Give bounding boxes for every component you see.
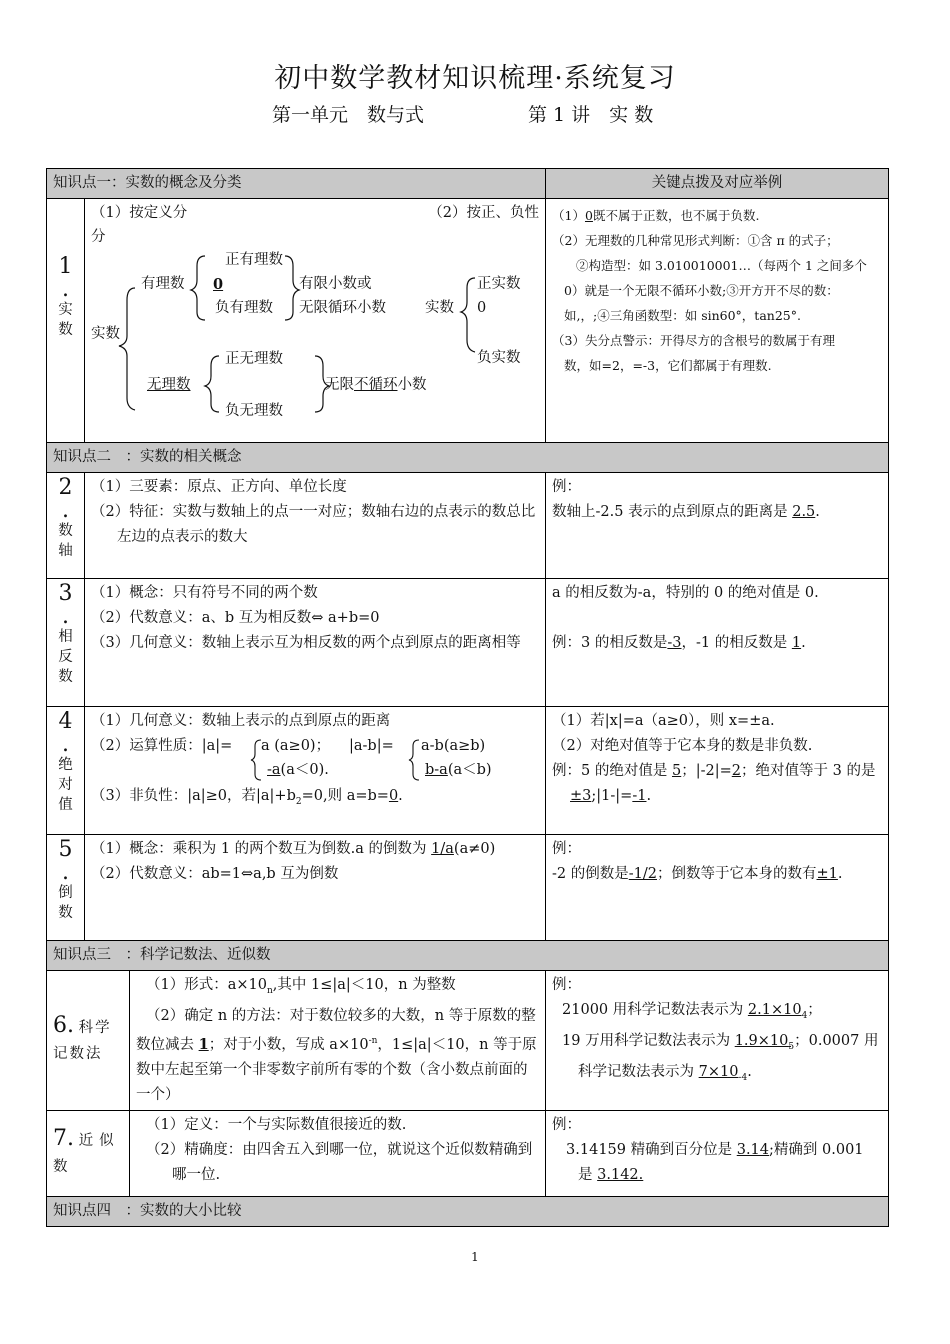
content-line: （2）代数意义：a、b 互为相反数⇔ a+b=0 — [91, 610, 380, 626]
note-line: （3）失分点警示：开得尽方的含根号的数属于有理 — [552, 333, 835, 348]
text: 2.1×10 — [747, 1002, 802, 1018]
row-label — [47, 707, 85, 835]
section-header-3 — [47, 941, 889, 971]
text: 4 — [801, 1010, 808, 1021]
abs-case-2b — [425, 758, 492, 783]
example-cell — [546, 707, 889, 835]
text: （1）概念：乘积为 1 的两个数互为倒数.a 的倒数为 — [91, 841, 432, 857]
row-label-char: 数 — [58, 523, 73, 539]
row-number: 6. — [53, 1013, 74, 1039]
row-number: 1 — [58, 254, 73, 279]
example-line — [552, 1138, 882, 1188]
abs-prop-label: （2）运算性质：|a|= — [91, 738, 233, 754]
answer: b-a — [425, 762, 448, 778]
abs-case-1b — [267, 758, 329, 783]
answer: -1/2 — [628, 866, 658, 882]
row-dot: . — [62, 277, 69, 302]
table-row — [47, 473, 889, 579]
key-notes-cell — [546, 199, 889, 443]
row-label — [47, 579, 85, 707]
row-label-char: 实 — [58, 302, 73, 318]
content-cell — [85, 707, 546, 835]
tree-zero — [213, 272, 238, 297]
content-line: （2）特征：实数与数轴上的点一一对应；数轴右边的点表示的数总比左边的点表示的数大 — [91, 504, 536, 545]
knowledge-table — [46, 168, 889, 1227]
row-label-char: 反 — [58, 649, 73, 665]
text: -2 的倒数是 — [552, 866, 629, 882]
text: ；倒数等于它本身的数有 — [657, 866, 817, 882]
text: 例：3 的相反数是 — [552, 635, 668, 651]
answer: 0 — [388, 788, 399, 804]
content-cell — [130, 1110, 546, 1196]
example-label: 例： — [552, 841, 582, 857]
content-line: （1）三要素：原点、正方向、单位长度 — [91, 479, 347, 495]
text: 2 — [295, 796, 302, 807]
content-line: （1）几何意义：数轴上表示的点到原点的距离 — [91, 713, 391, 729]
example-line — [552, 631, 882, 656]
row-label-text: 近似数 — [53, 1133, 120, 1176]
classification-cell — [85, 199, 546, 443]
abs-case-1a: a (a≥0)； — [261, 738, 331, 754]
row-dot: . — [62, 604, 69, 629]
text: ；|-2|= — [681, 763, 732, 779]
answer: -a — [267, 762, 281, 778]
answer — [698, 1063, 748, 1083]
content-cell — [85, 473, 546, 579]
row-label-char: 相 — [58, 629, 73, 645]
text: （3）非负性：|a|≥0，若|a|+b — [91, 788, 296, 804]
tree-finite: 有限小数或 — [299, 276, 372, 292]
text: （2）确定 n 的方法：对于数位较多的大数，n 等于原数的整数位减去 — [136, 1007, 536, 1053]
answer: 2.5 — [792, 504, 816, 520]
tree-irrational-text: 无理数 — [147, 377, 191, 393]
example-cell — [546, 473, 889, 579]
tree-neg-irrational: 负无理数 — [225, 403, 283, 419]
content-line: （1）概念：只有符号不同的两个数 — [91, 585, 318, 601]
text: ;精确到 0.001 是 — [578, 1141, 864, 1183]
text: （1）形式：a×10 — [146, 977, 267, 993]
text: . — [646, 788, 652, 804]
row-dot: . — [62, 498, 69, 523]
text: =0,则 a=b= — [301, 788, 389, 804]
row-label — [47, 473, 85, 579]
unit-title: 第一单元 数与式 — [272, 104, 425, 126]
content-line: （1）定义：一个与实际数值很接近的数. — [146, 1116, 407, 1133]
tree-infinite-rep: 无限循环小数 — [299, 300, 386, 316]
tree-zero-text: 0 — [213, 276, 224, 293]
text: n — [266, 985, 273, 996]
text: . — [747, 1063, 752, 1080]
text: -4 — [738, 1072, 748, 1083]
brace-2 — [407, 738, 421, 782]
tree-pos-irrational: 正无理数 — [225, 351, 283, 367]
tree-real-2: 实数 — [425, 300, 454, 316]
section-title: 知识点一：实数的概念及分类 — [47, 169, 546, 199]
answer: 5 — [671, 763, 682, 779]
answer: -3 — [667, 635, 682, 651]
lecture-title: 第 1 讲 实 数 — [528, 104, 654, 126]
note-line: （1）若|x|=a（a≥0），则 x=±a. — [552, 713, 775, 729]
note-line: 数，如=2，=-3，它们都属于有理数. — [564, 358, 772, 373]
answer: ±3 — [570, 788, 592, 804]
page-title: 初中数学教材知识梳理·系统复习 — [274, 63, 676, 94]
text: ；0.0007 用科学记数法表示为 — [578, 1032, 879, 1080]
text: 不循环 — [354, 377, 398, 393]
answer: 2 — [731, 763, 741, 779]
answer: 3.142. — [597, 1166, 644, 1183]
text: 3.14159 精确到百分位是 — [566, 1141, 737, 1158]
text: 19 万用科学记数法表示为 — [562, 1032, 735, 1049]
note-line: （1）0既不属于正数，也不属于负数. — [552, 208, 760, 223]
row-label — [47, 835, 85, 941]
section-right-title: 关键点拨及对应举例 — [546, 169, 889, 199]
text: -n — [368, 1035, 378, 1046]
note-line: ②构造型：如 3.010010001…（每两个 1 之间多个 — [576, 258, 867, 273]
tree-neg-real: 负实数 — [477, 350, 521, 366]
example-line — [552, 1029, 882, 1091]
example-cell — [546, 579, 889, 707]
abs-diff-label: |a-b|= — [349, 738, 394, 754]
row-dot: . — [62, 860, 69, 885]
text: ，-1 的相反数是 — [681, 635, 792, 651]
text: ；对于小数，写成 a×10 — [208, 1036, 369, 1053]
by-definition-label: （1）按定义分 — [91, 205, 188, 221]
example-line — [552, 862, 882, 887]
text: . — [398, 788, 403, 804]
answer: 1 — [198, 1035, 209, 1053]
row-label-char: 数 — [58, 322, 73, 338]
row-label — [47, 1110, 130, 1196]
by-sign-label-cont: 分 — [91, 229, 106, 245]
text: . — [815, 504, 820, 520]
row-label-char: 轴 — [58, 543, 73, 559]
example-cell — [546, 835, 889, 941]
text: (a＜0). — [280, 762, 329, 778]
tree-irrational — [147, 373, 191, 398]
row-number: 2 — [58, 475, 73, 500]
content-line — [91, 837, 539, 862]
text: 21000 用科学记数法表示为 — [562, 1002, 748, 1018]
section-title: 知识点四 ：实数的大小比较 — [47, 1196, 889, 1226]
section-header-4 — [47, 1196, 889, 1226]
row-label-char: 绝 — [58, 757, 73, 773]
text: 例：5 的绝对值是 — [552, 763, 672, 779]
note-line: 0）就是一个无限不循环小数;③开方开不尽的数： — [564, 283, 839, 298]
text: ,其中 1≤|a|＜10，n 为整数 — [272, 977, 456, 993]
answer: 1/a — [431, 841, 454, 857]
example-cell — [546, 971, 889, 1111]
text: 数轴上-2.5 表示的点到原点的距离是 — [552, 504, 793, 520]
text: 小数 — [397, 377, 427, 393]
example-label: 例： — [552, 977, 582, 993]
example-line — [552, 500, 882, 525]
tree-pos-real: 正实数 — [477, 276, 521, 292]
note-line: （2）无理数的几种常见形式判断：①含 π 的式子； — [552, 233, 839, 248]
row-label-text: 科学记数法 — [53, 1020, 112, 1063]
answer — [747, 1002, 808, 1021]
answer: ±1 — [816, 866, 838, 882]
text: (a＜b) — [447, 762, 492, 778]
table-row — [47, 199, 889, 443]
text: 1.9×10 — [734, 1032, 789, 1049]
section-title: 知识点三 ：科学记数法、近似数 — [47, 941, 889, 971]
content-line: （2）代数意义：ab=1⇔a,b 互为倒数 — [91, 866, 339, 882]
tree-neg-rational: 负有理数 — [215, 300, 273, 316]
row-label — [47, 199, 85, 443]
abs-case-2a: a-b(a≥b) — [421, 738, 486, 754]
answer: 3.14 — [736, 1141, 770, 1158]
content-line — [91, 784, 539, 815]
example-label: 例： — [552, 1116, 582, 1133]
answer: -1 — [632, 788, 647, 804]
row-label — [47, 971, 130, 1111]
content-line — [136, 1004, 539, 1108]
row-number: 4 — [58, 709, 73, 734]
content-cell — [85, 579, 546, 707]
tree-real: 实数 — [91, 326, 120, 342]
content-line: （3）几何意义：数轴上表示互为相反数的两个点到原点的距离相等 — [91, 635, 521, 651]
content-cell — [130, 971, 546, 1111]
table-row — [47, 707, 889, 835]
example-label: 例： — [552, 479, 582, 495]
content-cell — [85, 835, 546, 941]
classification-tree — [91, 248, 539, 440]
row-dot: . — [62, 732, 69, 757]
text: ;|1-|= — [591, 788, 633, 804]
text: . — [801, 635, 806, 651]
text: ，1≤|a|＜10，n 等于原数中左起至第一个非零数字前所有零的个数（含小数点前面的一个） — [136, 1036, 537, 1103]
table-row — [47, 1110, 889, 1196]
page-number: 1 — [471, 1250, 479, 1264]
tree-infinite-nonrep — [325, 373, 427, 398]
text: 无限 — [325, 377, 354, 393]
example-cell — [546, 1110, 889, 1196]
text: 7×10 — [698, 1063, 739, 1080]
note-line: 如,，;④三角函数型：如 sin60°，tan25°. — [564, 308, 801, 323]
tree-rational: 有理数 — [141, 276, 185, 292]
row-label-char: 倒 — [58, 885, 73, 901]
tree-zero-2: 0 — [477, 300, 487, 316]
table-row — [47, 579, 889, 707]
tree-pos-rational: 正有理数 — [225, 252, 283, 268]
answer: 1 — [791, 635, 802, 651]
answer — [734, 1032, 795, 1052]
row-number: 7. — [53, 1126, 74, 1152]
example-line — [552, 759, 882, 809]
content-line: （2）精确度：由四舍五入到哪一位，就说这个近似数精确到哪一位. — [146, 1141, 533, 1183]
text: . — [837, 866, 843, 882]
note-line: a 的相反数为-a，特别的 0 的绝对值是 0. — [552, 585, 819, 601]
content-line — [136, 973, 539, 1004]
section-header-1 — [47, 169, 889, 199]
row-label-char: 值 — [58, 797, 73, 813]
row-number: 5 — [58, 837, 73, 862]
section-title: 知识点二 ：实数的相关概念 — [47, 443, 889, 473]
section-header-2 — [47, 443, 889, 473]
text: ； — [807, 1002, 822, 1018]
text: ；绝对值等于 3 的是 — [741, 763, 876, 779]
row-number: 3 — [58, 581, 73, 606]
abs-property-block — [91, 734, 539, 784]
table-row — [47, 835, 889, 941]
text: 5 — [788, 1041, 795, 1052]
text: (a≠0) — [453, 841, 496, 857]
by-sign-label: （2）按正、负性 — [428, 205, 540, 221]
table-row — [47, 971, 889, 1111]
note-line: （2）对绝对值等于它本身的数是非负数. — [552, 738, 813, 754]
example-line — [552, 998, 882, 1029]
row-label-char: 数 — [58, 669, 73, 685]
row-label-char: 数 — [58, 905, 73, 921]
row-label-char: 对 — [58, 777, 73, 793]
